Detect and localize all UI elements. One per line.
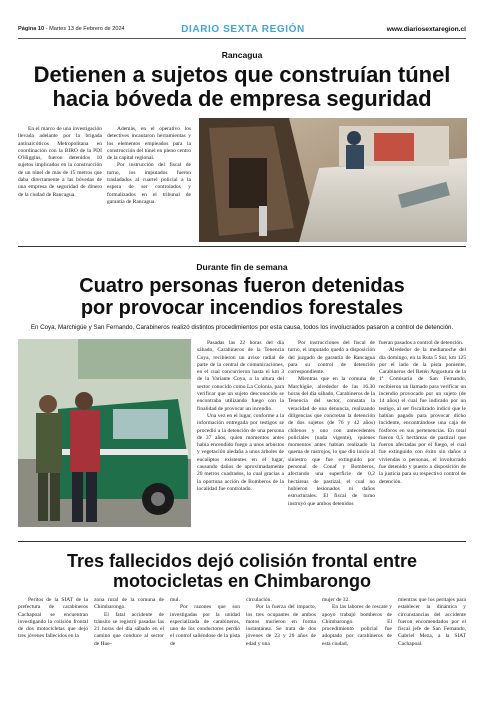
article2-column-3: [379, 340, 466, 572]
article2-headline: [18, 275, 466, 319]
article1-kicker: Rancagua: [221, 50, 263, 60]
article3-column-5-paragraph-2: En las labores de rescate y apoyo trabajó bomberos de Chimbarongo. El procedimiento policial fue adoptado por carabineros de esta ciudad,: [322, 604, 392, 647]
article2-kicker: Durante fin de semana: [196, 262, 288, 272]
article3-column-2-paragraph-1: zona rural de la comuna de Chimbarongo.: [94, 597, 164, 611]
article1-headline-line1: Detienen a sujetos que construían túnel: [33, 62, 451, 87]
article1-headline-line2: hacia bóveda de empresa seguridad: [52, 86, 432, 112]
article1-column-2-paragraph-2: Por instrucción del fiscal de turno, los imputados fueron trasladados al cuartel policial a la espera de ser controlados y formalizados en el tribunal de garantía de Rancagua.: [107, 162, 191, 205]
site-url[interactable]: www.diariosextaregion.cl: [386, 26, 466, 33]
article2-headline-line2: por provocar incendios forestales: [80, 297, 404, 319]
article3-column-4: [246, 597, 316, 707]
section-divider-2: [18, 541, 466, 542]
separator: -: [45, 26, 50, 32]
article2-column-1-paragraph-2: Una vez en el lugar, conforme a la información entregada por testigos se procedió a la detención de una persona de 37 años, quien momentos antes había encendido fuego a unos arbustos y vegetación aledaña a unos árboles de eucaliptos existentes en el lugar, causando daños de aproximadamente 20 metros cuadrados, lo cual gracias a la oportuna acción de Bomberos de la localidad fue controlado.: [197, 412, 284, 492]
article3-column-3: [170, 597, 240, 707]
article3-headline: [18, 552, 466, 592]
page-info: [18, 26, 125, 32]
article2-column-1: [197, 340, 284, 572]
article1-column-2: [107, 126, 191, 236]
article2-column-2-paragraph-2: Mientras que en la comuna de Marchigüe, alrededor de las 16.30 horas del día sábado, Carabineros de la Tenencia del sector, constata la veracidad de una denuncia, realizando diligencias que concretan la detención de dos sujetos (de 76 y 42 años) chilenos y uno con antecedentes policiales (nada vigente), quienes momentos antes habían realizado la quema de rastrojos, lo que dio inicio al siniestro que fue extinguido por personal de Conaf y Bomberos, afectando una superficie de 0,2 hectáreas de pastizal, el cual no hubieron lesionados ni daños estructurales. El fiscal de turno instruyó que ambos detenidos: [288, 376, 375, 507]
article2-column-2-paragraph-1: Por instrucciones del fiscal de turno, el imputado quedó a disposición del juzgado de garantía de Rancagua para su control de detención correspondiente.: [288, 340, 375, 376]
page-number: Página 10: [18, 26, 45, 32]
article3-column-3-paragraph-2: Por razones que son investigadas por la unidad especializada de carabineros, uno de los conductores perdió el control saliéndose de la pista de: [170, 604, 240, 647]
article3-column-2-paragraph-2: El fatal accidente de tránsito se registró pasadas las 21 horas del día sábado en el camino que conduce al sector de Hue-: [94, 611, 164, 647]
article2-standfirst: En Coya, Marchigüe y San Fernando, Carabineros realizó distintos procedimientos por esta causa, todos los involucrados pasaron a control de detención.: [30, 324, 454, 331]
article2-column-2: [288, 340, 375, 572]
article3-headline-line1: Tres fallecidos dejó colisión frontal entre: [66, 551, 418, 571]
page-date: Martes 13 de Febrero de 2024: [49, 26, 125, 32]
article3-column-4-paragraph-2: Por la fuerza del impacto, los tres ocupantes de ambos motos murieron en forma instantánea. Se trata de dos jóvenes de 23 y 26 años de edad y una: [246, 604, 316, 647]
article1-column-1: En el marco de una investigación llevada adelante por la brigada antinarcóticos Metropolitana en coordinación con la BIRO de la PDI O'Higgins, fueron detenidos 10 sujetos implicados en la construcción de un túnel de más de 15 metros que daba directamente a las bóvedas de una empresa de seguridad de dinero de la ciudad de Rancagua.: [18, 126, 102, 198]
article2-headline-line1: Cuatro personas fueron detenidas: [79, 275, 405, 297]
article1-column-2-paragraph-1: Además, en el operativo los detectives incautaron herramientas y los elementos empleados para la construcción del túnel en pleno centro de la capital regional.: [107, 126, 191, 162]
newspaper-name: DIARIO SEXTA REGIÓN: [181, 24, 305, 35]
section-divider-1: [18, 246, 466, 247]
article3-column-3-paragraph-1: mul.: [170, 597, 180, 603]
article3-column-6: mientras que los peritajes para establecer la dinámica y circunstancias del accidente fueron encomendados por el fiscal jefe de San Fernando, Gabriel Meza, a la SIAT Cachapoal.: [398, 597, 466, 647]
page-header: [18, 26, 466, 38]
arrest-photo: [18, 339, 191, 527]
tunnel-photo: [199, 118, 467, 242]
article1-headline: [18, 63, 466, 111]
arrest-photo-illustration: [18, 339, 191, 527]
article2-column-3-paragraph-2: Alrededor de la medianoche del día domingo, en la Ruta 5 Sur, km 125 por el lado de la pista poniente, Carabineros del Retén Angostura de la 1ª Comisaría de San Fernando, recibieron un llamado para verificar un incendio provocado por un sujeto (de 14 años) el cual fue indicado por un testigo, al ser fiscalizado indicó que le habían pagado para provocar dicho incidente, encontrándose una caja de fósforos en sus pertenencias. En total fueron 0,5 hectáreas de pastizal que fueron afectadas por el fuego, el cual fue extinguido con éxito sin daños a viviendas o personas, el involucrado fue detenido y puesto a disposición de la justicia para su respectivo control de detención.: [379, 347, 466, 485]
header-divider: [18, 38, 466, 39]
article3-column-5-paragraph-1: mujer de 32.: [322, 597, 350, 603]
article3-headline-line2: motocicletas en Chimbarongo: [112, 570, 372, 591]
article3-column-5: [322, 597, 392, 707]
article2-column-3-paragraph-1: fueran pasados a control de detención.: [379, 340, 464, 346]
article3-column-4-paragraph-1: circulación.: [246, 597, 272, 603]
article3-column-2: [94, 597, 164, 707]
article3-column-1: Peritos de la SIAT de la prefectura de carabineros Cachapoal se encuentran investigando la colisión frontal de dos motocicletas que dejó tres jóvenes fallecidos en la: [18, 597, 88, 640]
article2-column-1-paragraph-1: Pasadas las 22 horas del día sábado, Carabineros de la Tenencia Coya, recibieron un aviso radial de parte de la central de comunicaciones, en el cual concurrieron hasta el km 3 de la Variante Coya, a la altura del sector conocido como La Colonia, para verificar que un sujeto desconocido se encontraba utilizando fuego con la finalidad de provocar un incendio.: [197, 340, 284, 412]
tunnel-photo-illustration: [199, 118, 467, 242]
